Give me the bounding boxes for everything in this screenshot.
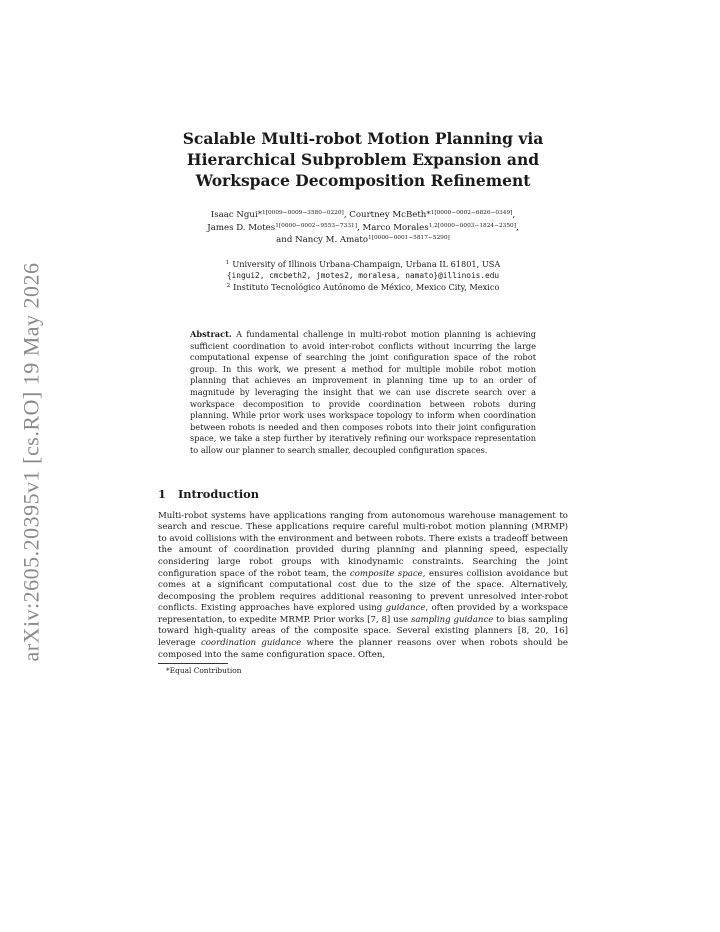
author-separator: ,	[356, 222, 363, 233]
affiliation-marker: 1	[225, 259, 230, 266]
intro-text: , often provided by a workspace representation, to expedite MRMP. Prior works [7, 8] use	[158, 603, 568, 625]
author-name: and Nancy M. Amato	[276, 235, 369, 245]
affiliation-marker: 2	[226, 282, 231, 289]
footnote-divider	[158, 663, 228, 664]
affiliation-text: University of Illinois Urbana-Champaign, Urbana IL 61801, USA	[232, 258, 501, 269]
author-separator: ,	[515, 222, 519, 233]
author-line-2	[158, 222, 568, 235]
author-separator: ,	[343, 210, 350, 220]
author-orcid: 1[0000−0002−9553−7331]	[275, 222, 357, 229]
affiliation-1	[158, 259, 568, 271]
paper-first-page	[158, 128, 568, 676]
title-line-3: Workspace Decomposition Refinement	[195, 171, 531, 190]
intro-text: to bias sampling toward high-quality areas of the composite space. Several existing planners [8, 20, 16] leverage	[158, 614, 568, 649]
abstract-label: Abstract.	[190, 329, 232, 339]
arxiv-identifier-stamp	[12, 262, 52, 662]
author-orcid: 1[0000−0001−5817−5290]	[368, 235, 450, 241]
author-separator: ,	[512, 210, 516, 220]
abstract-text: A fundamental challenge in multi-robot motion planning is achieving sufficient coordination to avoid inter-robot conflicts without incurring the large computational expense of searching the joint configuration space of the robot group. In this work, we present a method for multiple mobile robot motion planning that achieves an improvement in planning time up to an order of magnitude by leveraging the insight that we can use discrete search over a workspace decomposition to provide coordination between robots during planning. While prior work uses workspace topology to inform when coordination between robots is needed and then composes robots into their joint configuration space, we take a step further by iteratively refining our workspace representation to allow our planner to search smaller, decoupled configuration spaces.	[190, 329, 536, 455]
author-line-3	[158, 234, 568, 247]
intro-text: Multi-robot systems have applications ranging from autonomous warehouse management to search and rescue. These applications require careful multi-robot motion planning (MRMP) to avoid collisions with the environment and between robots. There exists a tradeoff between the amount of coordination provided during planning and planning speed, especially considering large robot groups with kinodynamic constraints. Searching the joint configuration space of the robot team, the	[158, 510, 568, 579]
section-title: Introduction	[177, 486, 260, 501]
section-number: 1	[158, 486, 166, 501]
intro-text: , ensures collision avoidance but comes at a significant computational cost due to the size of the space. Alternatively, decomposing the problem requires additional reasoning to prevent unresolved inter-robot conflicts. Existing approaches have explored using	[158, 568, 568, 614]
author-name: Marco Morales	[362, 222, 429, 233]
affiliation-2	[158, 282, 568, 294]
author-emails: {ingui2, cmcbeth2, jmotes2, moralesa, namato}@illinois.edu	[226, 271, 500, 280]
author-list	[158, 209, 568, 247]
intro-text: where the planner reasons over when robots should be composed into the same configuration space. Often,	[158, 638, 568, 660]
author-name: Courtney McBeth*	[349, 210, 431, 220]
intro-emphasis: sampling guidance	[410, 614, 494, 625]
intro-emphasis: composite space	[349, 568, 423, 579]
author-name: Isaac Ngui*	[210, 210, 263, 220]
footnote: *Equal Contribution	[166, 666, 242, 676]
affiliations	[158, 259, 568, 294]
author-orcid: 1,2[0000−0003−1824−2350]	[428, 222, 516, 229]
affiliation-text: Instituto Tecnológico Autónomo de México, Mexico City, Mexico	[233, 281, 500, 292]
introduction-paragraph	[158, 511, 568, 662]
title-line-2: Hierarchical Subproblem Expansion and	[186, 150, 540, 169]
arxiv-identifier-text: arXiv:2605.20395v1 [cs.RO] 19 May 2026	[19, 262, 45, 662]
section-heading-introduction	[158, 487, 568, 501]
paper-title	[158, 128, 568, 191]
author-line-1	[158, 209, 568, 222]
author-name: James D. Motes	[207, 222, 276, 233]
intro-emphasis: coordination guidance	[200, 638, 302, 649]
title-line-1: Scalable Multi-robot Motion Planning via	[182, 129, 544, 148]
author-orcid: 1[0000−0002−6826−0349]	[430, 210, 513, 216]
abstract	[190, 329, 536, 457]
intro-emphasis: guidance	[385, 603, 426, 614]
author-orcid: 1[0009−0009−3580−0220]	[262, 210, 344, 216]
